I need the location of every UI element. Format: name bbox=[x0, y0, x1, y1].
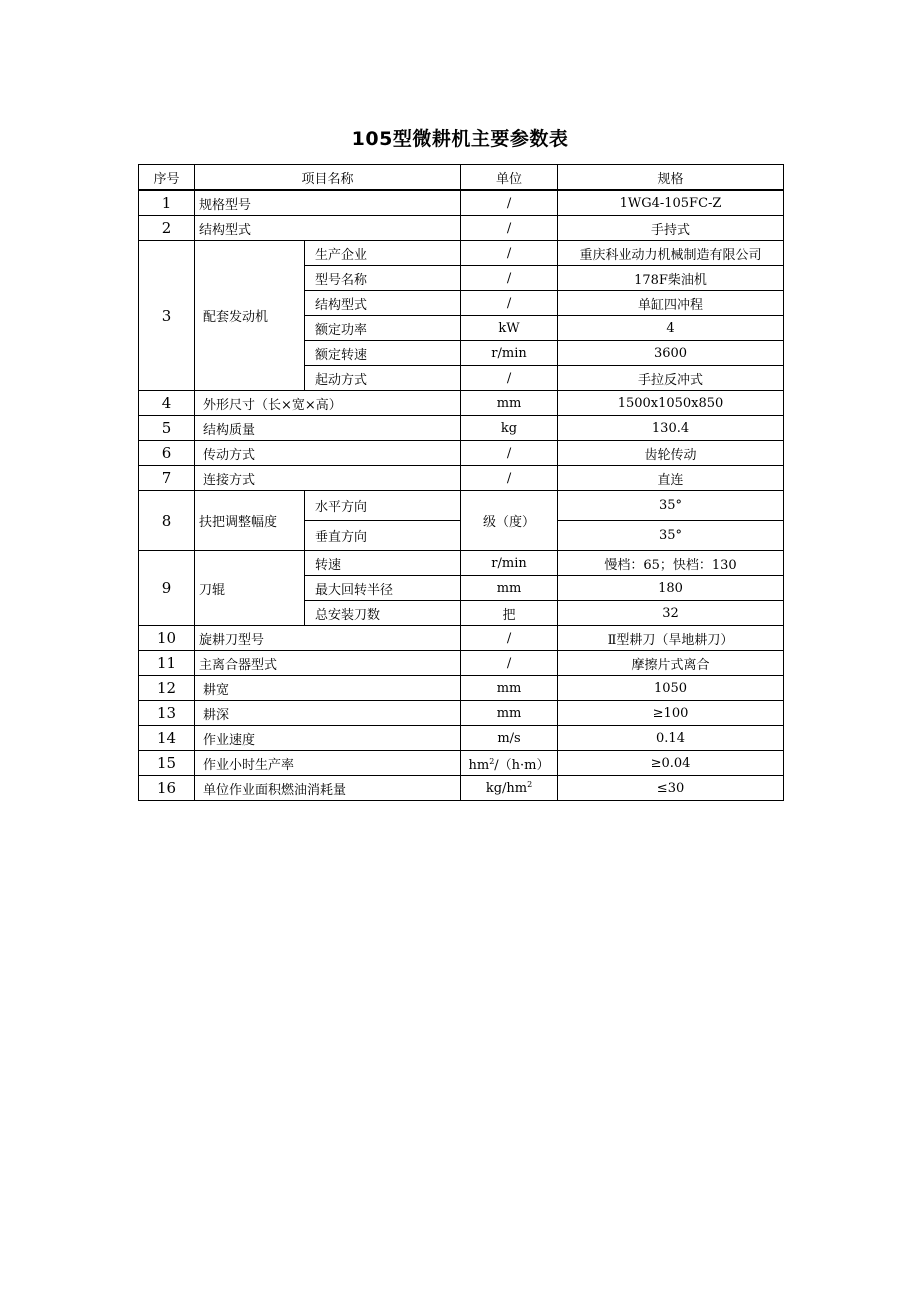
sub-unit: r/min bbox=[461, 341, 558, 366]
table-row bbox=[139, 491, 784, 521]
row-unit: / bbox=[461, 651, 558, 676]
row-unit: / bbox=[461, 190, 558, 216]
row-seq: 6 bbox=[139, 441, 195, 466]
table-row bbox=[139, 391, 784, 416]
sub-unit: / bbox=[461, 291, 558, 316]
row-unit: / bbox=[461, 216, 558, 241]
sub-item: 总安装刀数 bbox=[305, 601, 461, 626]
sub-item: 额定功率 bbox=[305, 316, 461, 341]
row-spec: 130.4 bbox=[558, 416, 784, 441]
parameter-table bbox=[138, 164, 784, 801]
row-seq: 7 bbox=[139, 466, 195, 491]
row-spec: 手持式 bbox=[558, 216, 784, 241]
row-seq: 3 bbox=[139, 241, 195, 391]
page-title: 105型微耕机主要参数表 bbox=[351, 128, 569, 150]
sub-item: 生产企业 bbox=[305, 241, 461, 266]
row-unit: / bbox=[461, 441, 558, 466]
unit-rest: /（h·m） bbox=[494, 757, 550, 773]
row-seq: 15 bbox=[139, 751, 195, 776]
row-unit: kg bbox=[461, 416, 558, 441]
row-seq: 12 bbox=[139, 676, 195, 701]
sub-item: 额定转速 bbox=[305, 341, 461, 366]
sub-spec: 180 bbox=[558, 576, 784, 601]
row-spec: 1050 bbox=[558, 676, 784, 701]
row-item: 连接方式 bbox=[195, 466, 461, 491]
row-item: 传动方式 bbox=[195, 441, 461, 466]
table-row bbox=[139, 241, 784, 266]
row-item: 单位作业面积燃油消耗量 bbox=[195, 776, 461, 801]
row-item: 旋耕刀型号 bbox=[195, 626, 461, 651]
row-unit bbox=[461, 776, 558, 801]
row-spec: 0.14 bbox=[558, 726, 784, 751]
row-seq: 9 bbox=[139, 551, 195, 626]
sub-spec: 32 bbox=[558, 601, 784, 626]
sub-item: 起动方式 bbox=[305, 366, 461, 391]
row-seq: 8 bbox=[139, 491, 195, 551]
table-row bbox=[139, 626, 784, 651]
row-item: 结构质量 bbox=[195, 416, 461, 441]
row-item: 刀辊 bbox=[195, 551, 305, 626]
table-row bbox=[139, 726, 784, 751]
sub-item: 最大回转半径 bbox=[305, 576, 461, 601]
sub-unit: / bbox=[461, 241, 558, 266]
row-unit: m/s bbox=[461, 726, 558, 751]
row-unit: / bbox=[461, 626, 558, 651]
row-spec: ≤30 bbox=[558, 776, 784, 801]
sub-spec: 178F柴油机 bbox=[558, 266, 784, 291]
row-unit: mm bbox=[461, 701, 558, 726]
unit-base: hm bbox=[468, 757, 490, 773]
table-header-row bbox=[139, 165, 784, 191]
row-spec: 齿轮传动 bbox=[558, 441, 784, 466]
row-unit: mm bbox=[461, 676, 558, 701]
row-seq: 2 bbox=[139, 216, 195, 241]
row-item: 耕深 bbox=[195, 701, 461, 726]
sub-item: 垂直方向 bbox=[305, 521, 461, 551]
row-item: 主离合器型式 bbox=[195, 651, 461, 676]
sub-unit: / bbox=[461, 366, 558, 391]
sub-unit: mm bbox=[461, 576, 558, 601]
table-row bbox=[139, 216, 784, 241]
row-spec: 1WG4-105FC-Z bbox=[558, 190, 784, 216]
row-seq: 13 bbox=[139, 701, 195, 726]
sub-unit: 把 bbox=[461, 601, 558, 626]
row-seq: 11 bbox=[139, 651, 195, 676]
row-seq: 16 bbox=[139, 776, 195, 801]
sub-unit: r/min bbox=[461, 551, 558, 576]
sub-spec: 4 bbox=[558, 316, 784, 341]
sub-unit: / bbox=[461, 266, 558, 291]
sub-spec: 3600 bbox=[558, 341, 784, 366]
table-row bbox=[139, 676, 784, 701]
table-row bbox=[139, 551, 784, 576]
row-seq: 4 bbox=[139, 391, 195, 416]
sub-spec: 单缸四冲程 bbox=[558, 291, 784, 316]
row-seq: 14 bbox=[139, 726, 195, 751]
sub-item: 转速 bbox=[305, 551, 461, 576]
header-item: 项目名称 bbox=[195, 165, 461, 191]
table-row bbox=[139, 441, 784, 466]
row-spec: ≥100 bbox=[558, 701, 784, 726]
table-row bbox=[139, 751, 784, 776]
sub-spec: 手拉反冲式 bbox=[558, 366, 784, 391]
sub-spec: 35° bbox=[558, 521, 784, 551]
row-spec: 摩擦片式离合 bbox=[558, 651, 784, 676]
row-spec: ≥0.04 bbox=[558, 751, 784, 776]
row-item: 作业小时生产率 bbox=[195, 751, 461, 776]
sub-item: 型号名称 bbox=[305, 266, 461, 291]
header-spec: 规格 bbox=[558, 165, 784, 191]
sub-unit: kW bbox=[461, 316, 558, 341]
header-seq: 序号 bbox=[139, 165, 195, 191]
table-row bbox=[139, 416, 784, 441]
row-spec: 1500x1050x850 bbox=[558, 391, 784, 416]
unit-base: kg/hm bbox=[485, 781, 528, 796]
unit-superscript: 2 bbox=[527, 780, 533, 789]
table-row bbox=[139, 190, 784, 216]
row-item: 耕宽 bbox=[195, 676, 461, 701]
sub-spec: 慢档：65；快档：130 bbox=[558, 551, 784, 576]
sub-item: 水平方向 bbox=[305, 491, 461, 521]
sub-spec: 重庆科业动力机械制造有限公司 bbox=[558, 241, 784, 266]
row-item: 配套发动机 bbox=[195, 241, 305, 391]
sub-item: 结构型式 bbox=[305, 291, 461, 316]
sub-spec: 35° bbox=[558, 491, 784, 521]
row-unit: 级（度） bbox=[461, 491, 558, 551]
row-seq: 1 bbox=[139, 190, 195, 216]
table-row bbox=[139, 776, 784, 801]
row-item: 作业速度 bbox=[195, 726, 461, 751]
row-spec: Ⅱ型耕刀（旱地耕刀） bbox=[558, 626, 784, 651]
row-item: 结构型式 bbox=[195, 216, 461, 241]
header-unit: 单位 bbox=[461, 165, 558, 191]
row-item: 外形尺寸（长×宽×高） bbox=[195, 391, 461, 416]
row-seq: 5 bbox=[139, 416, 195, 441]
row-item: 扶把调整幅度 bbox=[195, 491, 305, 551]
table-row bbox=[139, 466, 784, 491]
row-seq: 10 bbox=[139, 626, 195, 651]
row-unit: mm bbox=[461, 391, 558, 416]
row-unit bbox=[461, 751, 558, 776]
row-unit: / bbox=[461, 466, 558, 491]
row-spec: 直连 bbox=[558, 466, 784, 491]
table-row bbox=[139, 651, 784, 676]
table-row bbox=[139, 701, 784, 726]
unit-superscript: 2 bbox=[489, 756, 495, 766]
row-item: 规格型号 bbox=[195, 190, 461, 216]
